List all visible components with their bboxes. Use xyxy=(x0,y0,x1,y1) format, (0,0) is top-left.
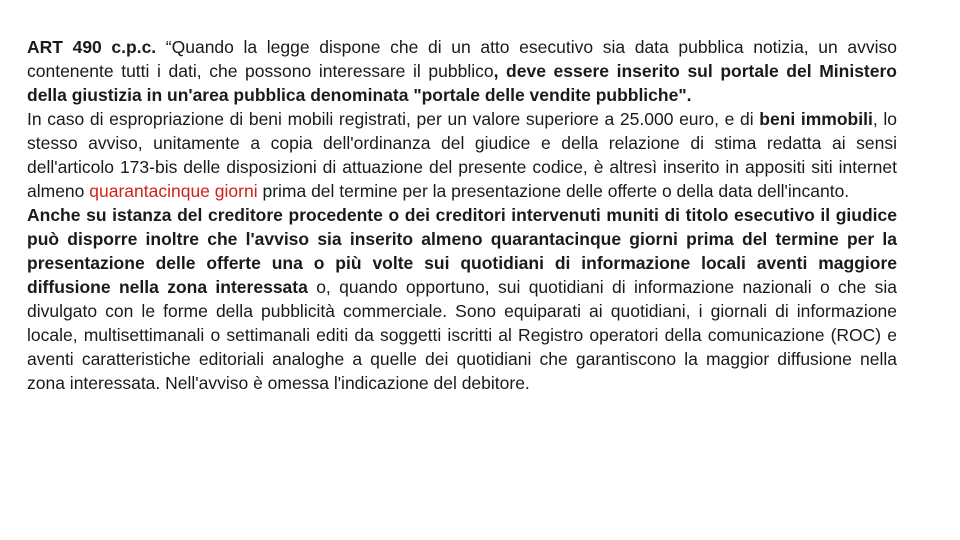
text-run: o, quando opportuno, sui quotidiani di informazione nazionali o che sia divulgato con le forme della pubblicità commerciale. Sono equiparati ai quotidiani, i giornali di informazione locale, multisettimanali o settimanali editi da soggetti iscritti al Registro operatori della comunicazione (ROC) e aventi caratteristiche editoriali analoghe a quelle dei quotidiani che garantiscono la maggior diffusione nella zona interessata. Nell'avviso è omessa l'indicazione del debitore. xyxy=(27,277,897,393)
text-run-bold: , deve essere inserito sul portale del Ministero della giustizia in un'area pubblica denominata "portale delle vendite pubbliche". xyxy=(27,61,897,105)
text-run: , lo stesso avviso, unitamente a copia dell'ordinanza del giudice e della relazione di stima redatta ai sensi dell'articolo 173-bis delle disposizioni di attuazione del presente codice, è altresì inserito in appositi siti internet almeno xyxy=(27,109,897,201)
text-run-bold: beni immobili xyxy=(759,109,873,129)
paragraph-registered-goods xyxy=(27,107,897,203)
legal-text-block xyxy=(27,35,897,395)
text-run-bold: Anche su istanza del creditore procedente o dei creditori intervenuti muniti di titolo esecutivo il giudice può disporre inoltre che l'avviso sia inserito almeno quarantacinque giorni prima del termine per la presentazione delle offerte una o più volte sui quotidiani di informazione locali aventi maggiore diffusione nella zona interessata xyxy=(27,205,897,297)
article-reference: ART 490 c.p.c. xyxy=(27,37,157,57)
paragraph-art-490 xyxy=(27,35,897,107)
paragraph-creditor-request xyxy=(27,203,897,395)
text-run: “Quando la legge dispone che di un atto esecutivo sia data pubblica notizia, un avviso contenente tutti i dati, che possono interessare il pubblico xyxy=(27,37,897,81)
highlight-deadline: quarantacinque giorni xyxy=(89,181,258,201)
text-run: prima del termine per la presentazione delle offerte o della data dell'incanto. xyxy=(257,181,850,201)
text-run: In caso di espropriazione di beni mobili registrati, per un valore superiore a 25.000 euro, e di xyxy=(27,109,760,129)
